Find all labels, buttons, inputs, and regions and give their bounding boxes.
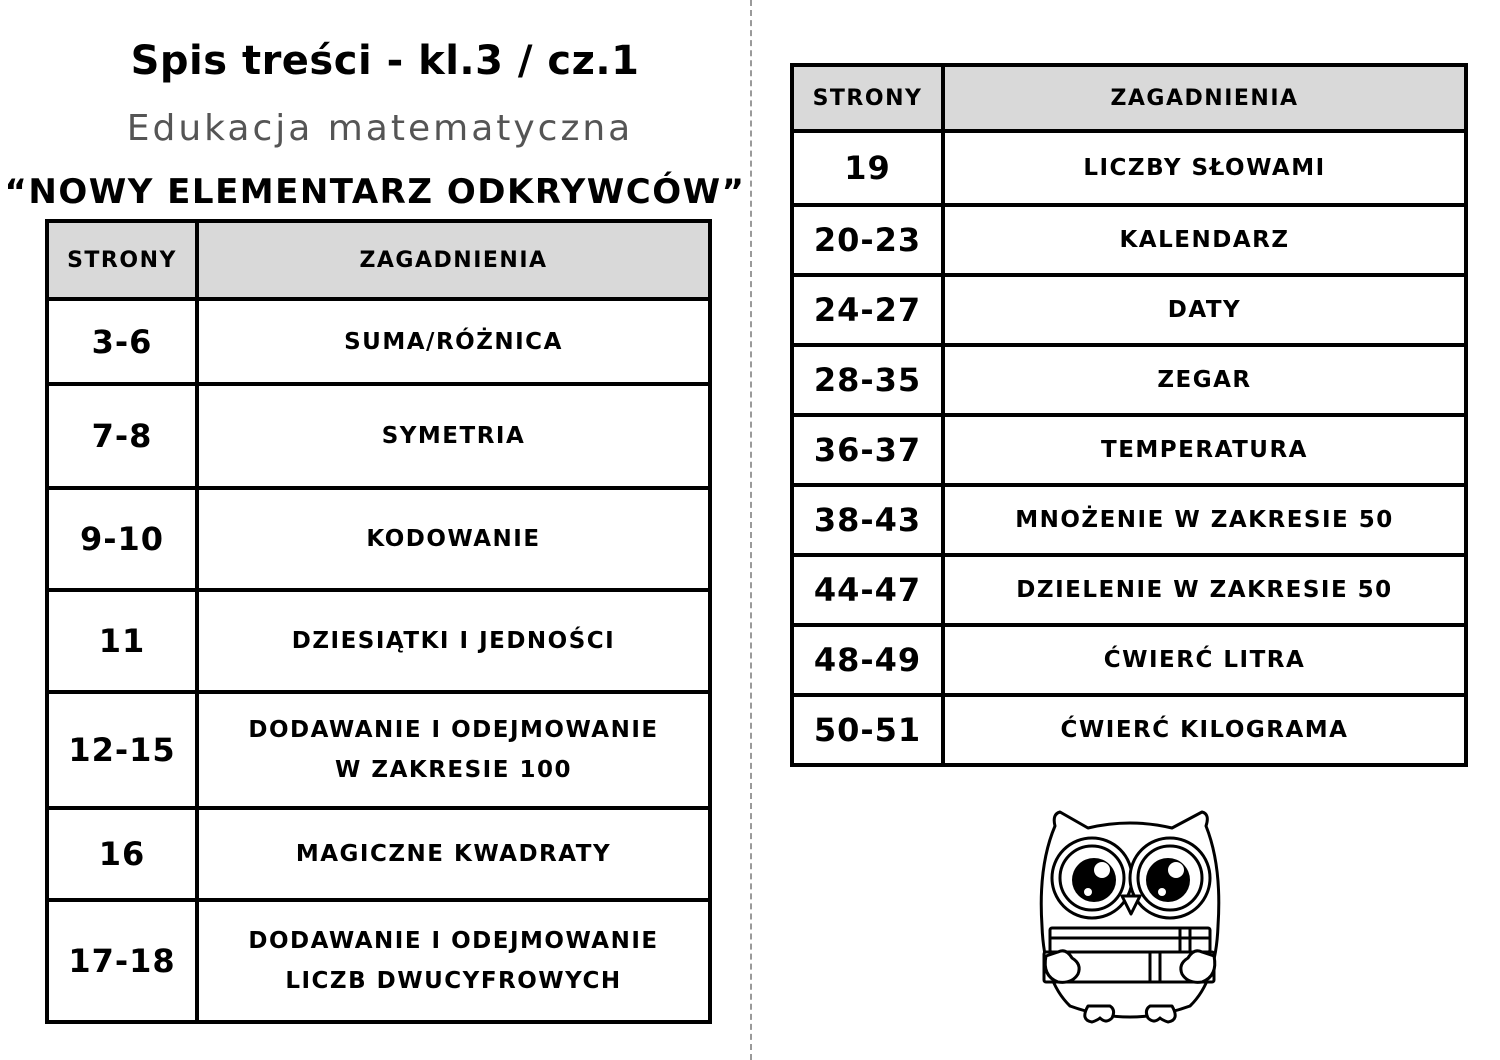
column-header-topics: ZAGADNIENIA: [943, 65, 1466, 131]
table-row: [792, 131, 1466, 205]
topic-cell: ĆWIERĆ LITRA: [943, 625, 1466, 695]
column-header-topics: ZAGADNIENIA: [197, 221, 710, 299]
topic-cell: KODOWANIE: [197, 488, 710, 590]
pages-cell: 7-8: [47, 384, 197, 488]
topic-cell: TEMPERATURA: [943, 415, 1466, 485]
topic-line: DODAWANIE I ODEJMOWANIE: [248, 717, 659, 743]
owl-with-books-icon: [1030, 806, 1230, 1030]
table-header-row: [47, 221, 710, 299]
table-row: [47, 590, 710, 692]
topic-cell: KALENDARZ: [943, 205, 1466, 275]
table-row: [47, 900, 710, 1022]
pages-cell: 24-27: [792, 275, 943, 345]
book-title: “NOWY ELEMENTARZ ODKRYWCÓW”: [4, 172, 746, 212]
column-header-pages: STRONY: [792, 65, 943, 131]
pages-cell: 36-37: [792, 415, 943, 485]
topic-cell: SYMETRIA: [197, 384, 710, 488]
topic-line: DODAWANIE I ODEJMOWANIE: [248, 928, 659, 954]
table-row: [47, 692, 710, 808]
pages-cell: 16: [47, 808, 197, 900]
pages-cell: 17-18: [47, 900, 197, 1022]
table-row: [792, 485, 1466, 555]
pages-cell: 28-35: [792, 345, 943, 415]
table-header-row: [792, 65, 1466, 131]
table-row: [792, 345, 1466, 415]
toc-table-left: [45, 219, 712, 1024]
topic-cell: [197, 900, 710, 1022]
topic-cell: MAGICZNE KWADRATY: [197, 808, 710, 900]
pages-cell: 20-23: [792, 205, 943, 275]
topic-cell: SUMA/RÓŻNICA: [197, 299, 710, 384]
topic-cell: ĆWIERĆ KILOGRAMA: [943, 695, 1466, 765]
table-row: [47, 808, 710, 900]
topic-cell: DZIESIĄTKI I JEDNOŚCI: [197, 590, 710, 692]
table-row: [792, 555, 1466, 625]
table-row: [792, 415, 1466, 485]
topic-cell: MNOŻENIE W ZAKRESIE 50: [943, 485, 1466, 555]
pages-cell: 11: [47, 590, 197, 692]
pages-cell: 12-15: [47, 692, 197, 808]
pages-cell: 3-6: [47, 299, 197, 384]
topic-cell: DATY: [943, 275, 1466, 345]
pages-cell: 44-47: [792, 555, 943, 625]
subject-subtitle: Edukacja matematyczna: [126, 108, 634, 149]
table-row: [47, 488, 710, 590]
topic-cell: DZIELENIE W ZAKRESIE 50: [943, 555, 1466, 625]
topic-cell: ZEGAR: [943, 345, 1466, 415]
column-header-pages: STRONY: [47, 221, 197, 299]
toc-table-right: [790, 63, 1468, 767]
pages-cell: 38-43: [792, 485, 943, 555]
table-row: [47, 384, 710, 488]
pages-cell: 48-49: [792, 625, 943, 695]
page-title: Spis treści - kl.3 / cz.1: [130, 38, 640, 84]
topic-cell: LICZBY SŁOWAMI: [943, 131, 1466, 205]
pages-cell: 9-10: [47, 488, 197, 590]
table-row: [792, 275, 1466, 345]
topic-line: W ZAKRESIE 100: [335, 757, 572, 783]
topic-line: LICZB DWUCYFROWYCH: [285, 968, 622, 994]
table-row: [792, 695, 1466, 765]
table-row: [792, 205, 1466, 275]
topic-cell: [197, 692, 710, 808]
page-fold-divider: [750, 0, 752, 1060]
table-row: [792, 625, 1466, 695]
pages-cell: 50-51: [792, 695, 943, 765]
table-row: [47, 299, 710, 384]
pages-cell: 19: [792, 131, 943, 205]
